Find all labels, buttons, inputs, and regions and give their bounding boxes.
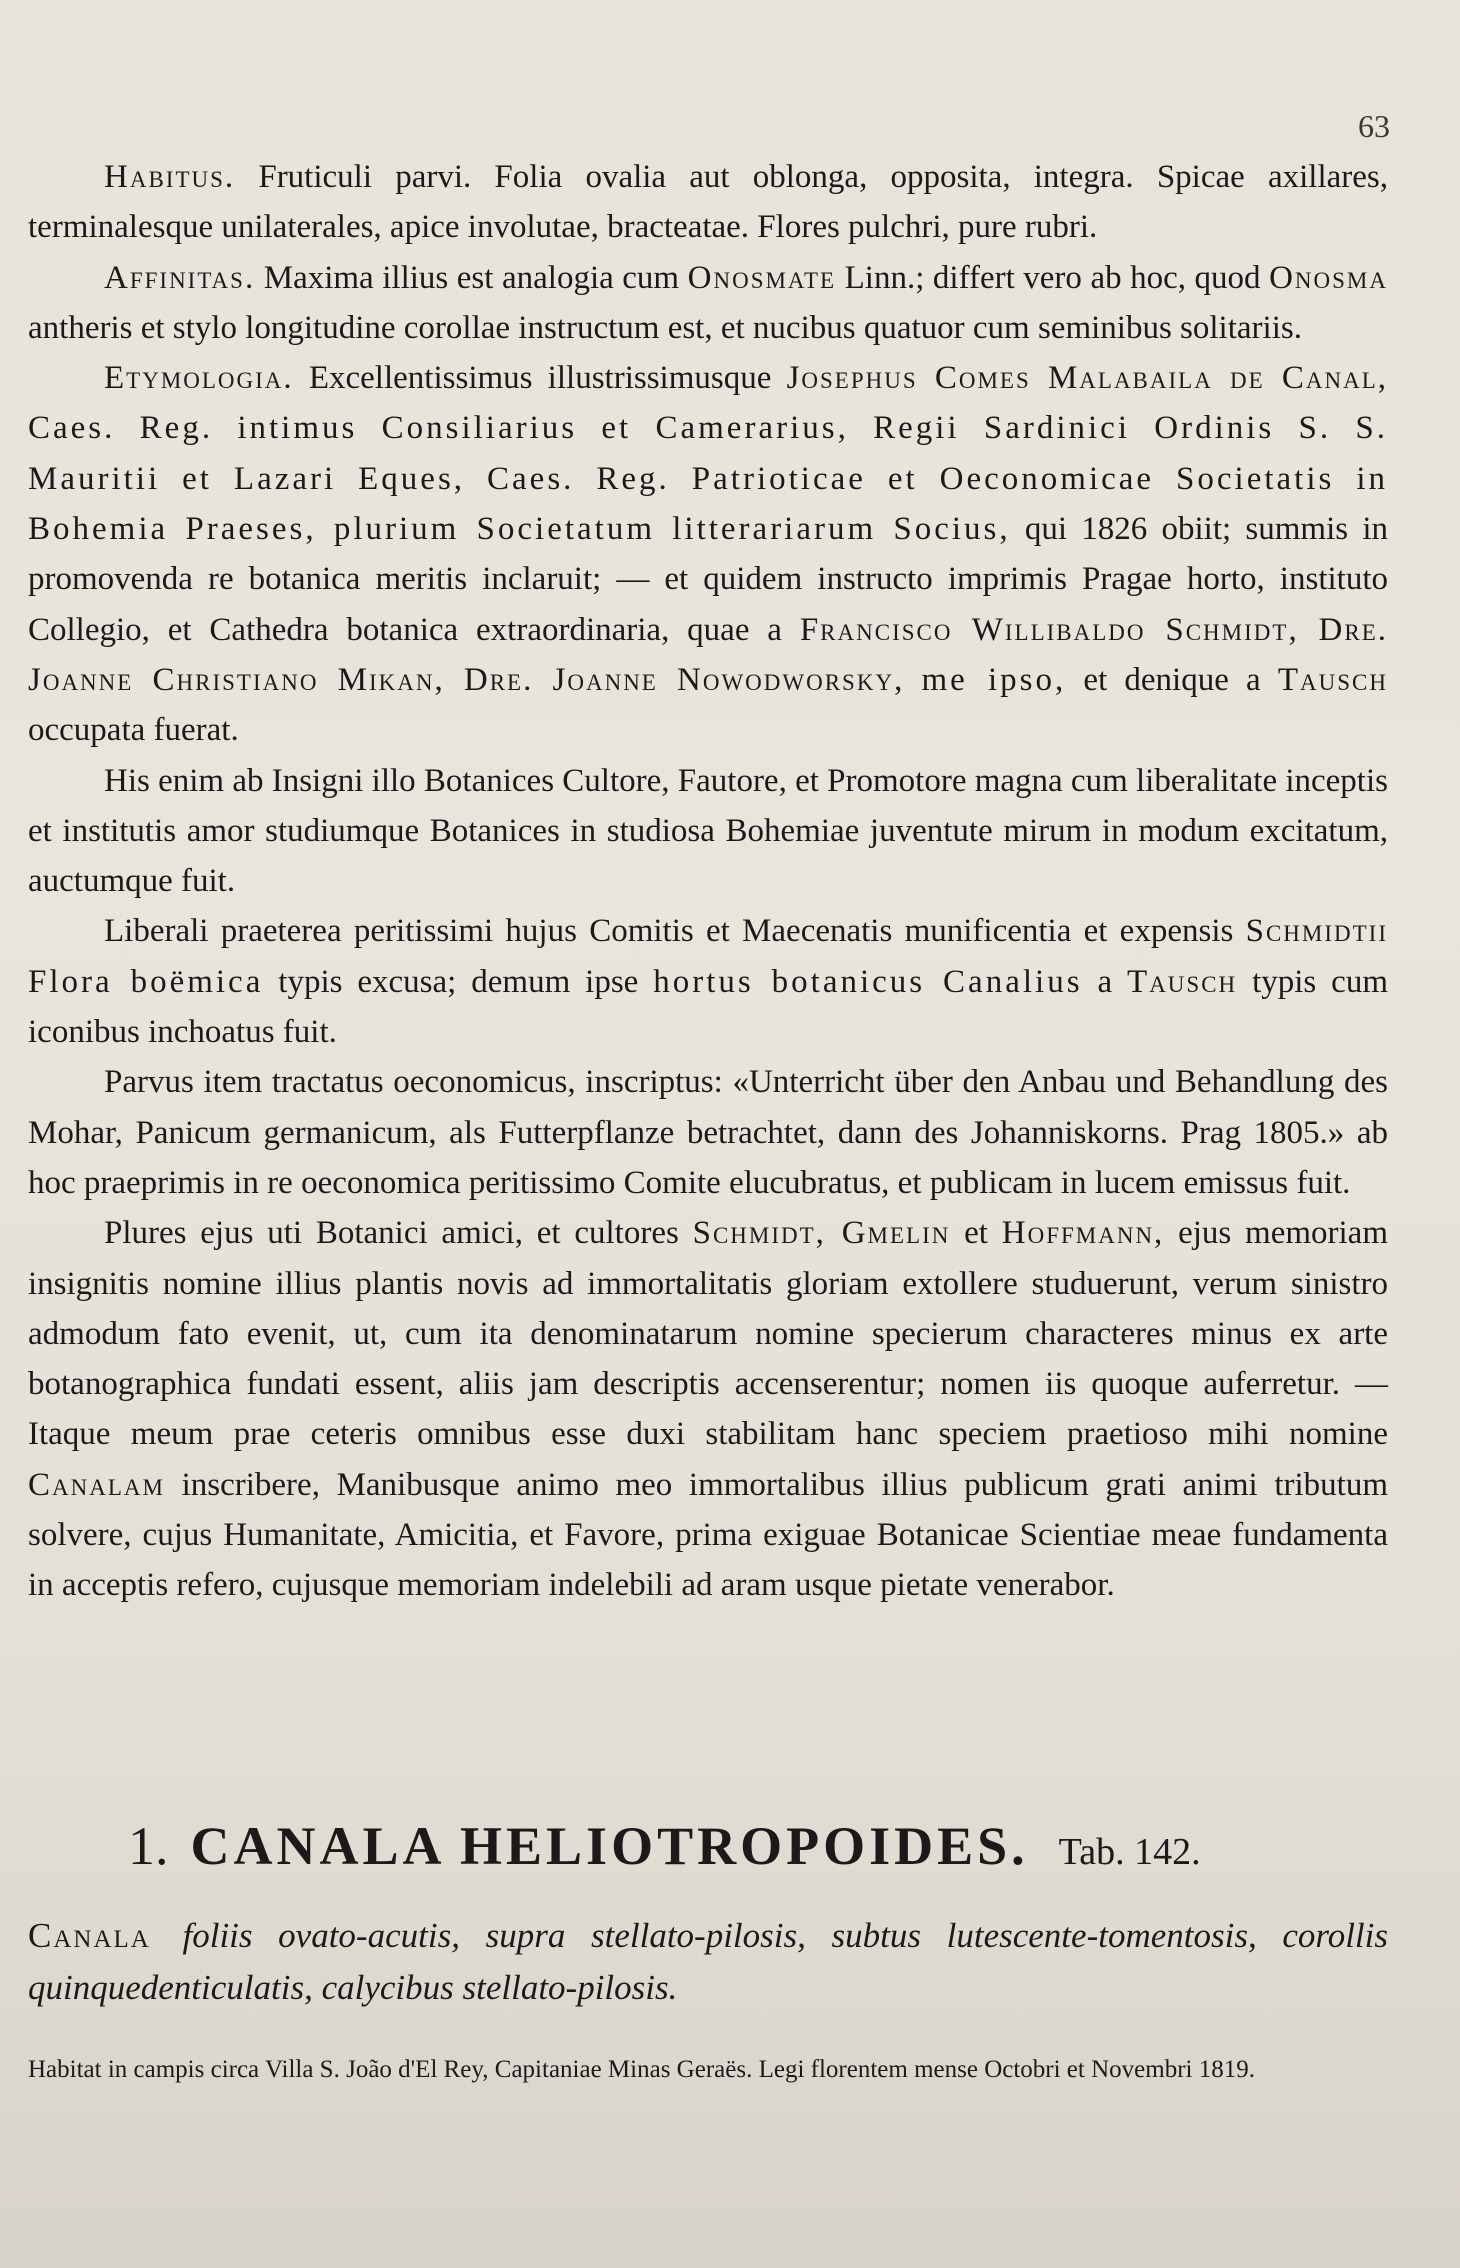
species-heading [128,1815,1201,1877]
paragraph-etymologia [28,353,1388,755]
etymologia-name: Tausch [1277,661,1388,698]
etymologia-name: Josephus Comes Malabaila de Canal, [786,360,1388,397]
etymologia-label: Etymologia. [104,360,294,397]
habitat-note: Habitat in campis circa Villa S. João d'El Rey, Capitaniae Minas Geraës. Legi florentem mense Octobri et Novembri 1819. [28,2056,1255,2083]
species-diagnosis [28,1910,1388,2014]
liberali-spaced-text: Flora boëmica [28,963,264,1000]
liberali-text: typis cum iconibus inchoatus fuit. [28,963,1388,1051]
affinitas-text: Linn.; differt vero ab hoc, quod [844,259,1261,296]
etymologia-text: occupata fuerat. [28,712,239,749]
etymologia-name: Francisco Willibaldo Schmidt, Dre. Joanne Christiano Mikan, Dre. Joanne Nowodworsky, [28,611,1389,698]
etymologia-text: Excellentissimus illustrissimusque [308,360,772,397]
paragraph-liberali [28,906,1388,1057]
body-text [28,152,1388,1611]
affinitas-name: Onosma [1269,259,1388,296]
species-number: 1. [128,1816,169,1876]
liberali-text: typis excusa; demum ipse [278,963,639,1000]
affinitas-label: Affinitas. [104,259,256,296]
plures-text: ejus memoriam insignitis nomine illius plantis novis ad immortalitatis gloriam extollere studuerunt, verum sinistro admodum fato evenit, ut, cum ita denominatarum nomine specierum characteres minus ex arte botanographica fundati essent, aliis jam descriptis accenserentur; nomen iis quoque auferretur. — Itaque meum prae ceteris omnibus esse duxi stabilitam hanc speciem praetioso mihi nomine [28,1215,1388,1453]
etymologia-text: et denique a [1083,661,1261,698]
habitus-text: Fruticuli parvi. Folia ovalia aut oblonga, opposita, integra. Spicae axillares, terminalesque unilaterales, apice involutae, bracteatae. Flores pulchri, pure rubri. [28,159,1388,246]
etymologia-spaced-text: me ipso, [921,661,1067,698]
liberali-text: a [1097,963,1113,1000]
plures-name: Hoffmann, [1001,1215,1165,1252]
affinitas-text: Maxima illius est analogia cum [263,259,680,296]
affinitas-name: Onosmate [687,259,837,296]
diagnosis-text: foliis ovato-acutis, supra stellato-pilosis, subtus lutescente-tomentosis, corollis quinquedenticulatis, calycibus stellato-pilosis. [28,1916,1388,2007]
etymologia-spaced-text: Caes. Reg. intimus Consiliarius et Camerarius, Regii Sardinici Ordinis S. S. Mauritii et Lazari Eques, Caes. Reg. Patrioticae et Oeconomicae Societatis in Bohemia Praeses, plurium Societatum litterariarum Socius, [28,410,1388,548]
plures-name: Canalam [28,1466,165,1503]
plures-text: inscribere, Manibusque animo meo immortalibus illius publicum grati animi tributum solvere, cujus Humanitate, Amicitia, et Favore, prima exiguae Botanicae Scientiae meae fundamenta in acceptis refero, cujusque memoriam indelebili ad aram usque pietate venerabor. [28,1466,1389,1604]
diagnosis-genus: Canala [28,1916,151,1955]
liberali-name: Tausch [1127,963,1238,1000]
habitus-label: Habitus. [104,159,236,195]
plate-reference: Tab. 142. [1058,1831,1201,1873]
page-number: 63 [1358,108,1390,144]
paragraph-plures [28,1208,1388,1610]
etymologia-text: qui 1826 obiit; summis in promovenda re botanica meritis inclaruit; — et quidem instructo imprimis Pragae horto, instituto Collegio, et Cathedra botanica extraordinaria, quae a [28,511,1389,648]
paragraph-his: His enim ab Insigni illo Botanices Cultore, Fautore, et Promotore magna cum liberalitate inceptis et institutis amor studiumque Botanices in studiosa Bohemiae juventute mirum in modum excitatum, auctumque fuit. [28,762,1388,900]
plures-text: et [964,1215,988,1252]
plures-text: Plures ejus uti Botanici amici, et cultores [104,1215,679,1252]
liberali-name: Schmidtii [1245,913,1388,950]
paragraph-affinitas [28,253,1388,354]
paragraph-habitus [28,152,1388,253]
liberali-spaced-text: hortus botanicus Canalius [653,963,1083,1000]
species-name: CANALA HELIOTROPOIDES. [190,1816,1029,1876]
plures-name: Schmidt, Gmelin [692,1215,951,1252]
liberali-text: Liberali praeterea peritissimi hujus Comitis et Maecenatis munificentia et expensis [104,913,1234,950]
affinitas-text: antheris et stylo longitudine corollae instructum est, et nucibus quatuor cum seminibus solitariis. [28,309,1302,346]
paragraph-parvus: Parvus item tractatus oeconomicus, inscriptus: «Unterricht über den Anbau und Behandlung des Mohar, Panicum germanicum, als Futterpflanze betrachtet, dann des Johanniskorns. Prag 1805.» ab hoc praeprimis in re oeconomica peritissimo Comite elucubratus, et publicam in lucem emissus fuit. [28,1064,1388,1201]
